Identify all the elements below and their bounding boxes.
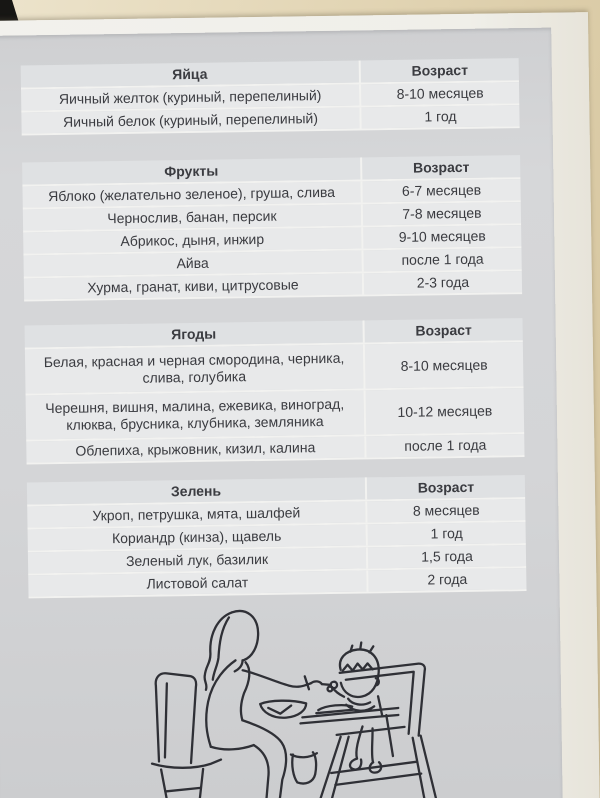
age-cell: 1 год [366,522,526,545]
food-cell: Яблоко (желательно зеленое), груша, слива [22,181,360,207]
food-cell: Хурма, гранат, киви, цитрусовые [24,273,362,299]
age-column-header: Возраст [360,155,520,179]
food-cell: Абрикос, дыня, инжир [23,227,361,253]
age-column-header: Возраст [362,318,522,342]
age-cell: 8-10 месяцев [363,342,524,388]
food-cell: Кориандр (кинза), щавель [28,524,366,550]
age-cell: после 1 года [364,434,524,457]
food-cell: Чернослив, банан, персик [23,204,361,230]
age-cell: 10-12 месяцев [364,388,525,434]
age-cell: 8 месяцев [365,499,525,522]
baby-figure [331,642,383,773]
age-cell: 6-7 месяцев [360,179,520,202]
food-cell: Черешня, вишня, малина, ежевика, виноград, клюква, брусника, клубника, земляника [26,390,365,439]
age-column-header: Возраст [365,475,525,499]
food-cell: Укроп, петрушка, мята, шалфей [27,501,365,527]
age-cell: после 1 года [361,248,521,271]
food-cell: Белая, красная и черная смородина, черника, слива, голубика [25,344,364,393]
food-cell: Облепиха, крыжовник, кизил, калина [26,436,364,462]
table-title: Зелень [27,477,365,504]
table-greens [27,475,527,598]
age-cell: 2-3 года [362,271,522,294]
age-cell: 9-10 месяцев [361,225,521,248]
table-berries [25,318,525,464]
mother-figure [204,610,324,798]
age-cell: 7-8 месяцев [361,202,521,225]
table-title: Ягоды [25,320,363,347]
booklet-page [0,12,600,798]
table-row [25,342,524,395]
food-cell: Яичный белок (куриный, перепелиный) [21,107,359,133]
table-title: Яйца [21,60,359,87]
table-eggs [21,58,520,135]
age-cell: 2 года [366,568,526,591]
age-column-header: Возраст [359,58,519,82]
age-cell: 8-10 месяцев [359,82,519,105]
cup [291,752,317,784]
mother-feeding-baby-line-drawing-illustration [139,605,483,798]
food-cell: Зеленый лук, базилик [28,547,366,573]
table-title: Фрукты [22,157,360,184]
table-fruits [22,155,522,301]
food-cell: Листовой салат [28,570,366,596]
food-cell: Айва [23,250,361,276]
food-cell: Яичный желток (куриный, перепелиный) [21,84,359,110]
page-sheet [0,28,563,798]
age-cell: 1 год [359,105,519,128]
age-cell: 1,5 года [366,545,526,568]
table-row [26,388,525,441]
